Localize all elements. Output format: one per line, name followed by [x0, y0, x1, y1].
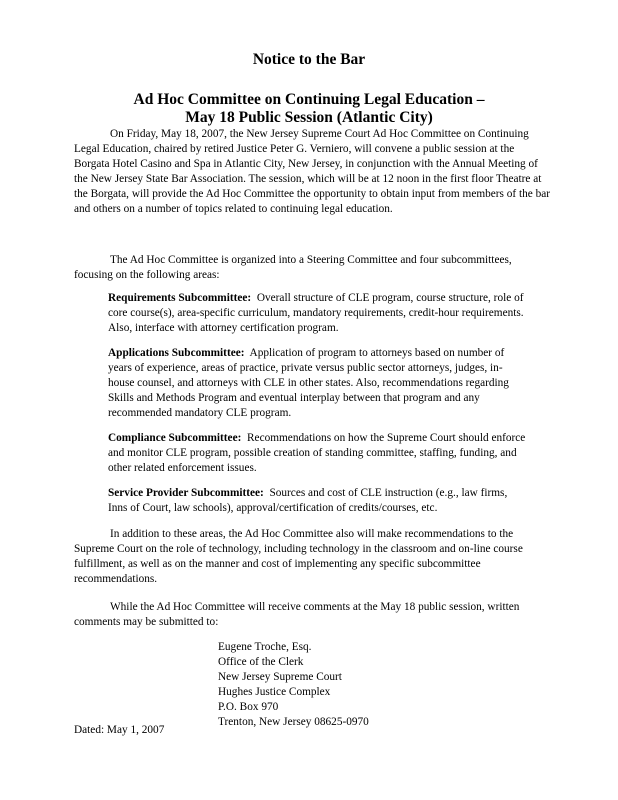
intro-paragraph: On Friday, May 18, 2007, the New Jersey Supreme Court Ad Hoc Committee on Continuing Legal Education, chaired by retired Justice Peter G. Verniero, will convene a public session at the Borgata Hotel Casino and Spa in Atlantic City, New Jersey, in conjunction with the Annual Meeting of the New Jersey State Bar Association. The session, which will be at 12 noon in the first floor Theatre at the Borgata, will provide the Ad Hoc Committee the opportunity to obtain input from members of the bar and others on a number of topics related to continuing legal education.: [74, 128, 551, 215]
service-provider-subcommittee-text: Sources and cost of CLE instruction (e.g., law firms, Inns of Court, law schools), approval/certification of credits/courses, etc.: [108, 487, 508, 514]
address-line-office: Office of the Clerk: [218, 656, 304, 669]
requirements-subcommittee-name: Requirements Subcommittee:: [108, 292, 252, 304]
requirements-subcommittee-text: Overall structure of CLE program, course structure, role of core course(s), area-specific curriculum, mandatory requirements, credit-hour requirements. Also, interface with attorney certification program.: [108, 292, 524, 334]
applications-subcommittee: [108, 346, 528, 421]
service-provider-subcommittee: [108, 486, 528, 516]
service-provider-subcommittee-name: Service Provider Subcommittee:: [108, 487, 264, 499]
comments-paragraph: While the Ad Hoc Committee will receive comments at the May 18 public session, written comments may be submitted to:: [74, 601, 520, 628]
address-line-court: New Jersey Supreme Court: [218, 671, 342, 684]
compliance-subcommittee: [108, 431, 528, 476]
address-line-city: Trenton, New Jersey 08625-0970: [218, 716, 369, 729]
committee-title-line-2: May 18 Public Session (Atlantic City): [185, 109, 433, 126]
requirements-subcommittee: [108, 291, 528, 336]
dated-line: Dated: May 1, 2007: [74, 724, 165, 736]
committee-title: [0, 91, 618, 127]
address-line-name: Eugene Troche, Esq.: [218, 641, 312, 653]
applications-subcommittee-name: Applications Subcommittee:: [108, 347, 245, 359]
address-line-complex: Hughes Justice Complex: [218, 686, 331, 699]
compliance-subcommittee-name: Compliance Subcommittee:: [108, 432, 242, 444]
notice-title: Notice to the Bar: [252, 51, 366, 68]
mailing-address: [218, 640, 369, 731]
additional-paragraph: In addition to these areas, the Ad Hoc Committee also will make recommendations to the Supreme Court on the role of technology, including technology in the classroom and on-line course fulfillment, as well as on the manner and cost of implementing any specific subcommittee recommendations.: [74, 528, 523, 585]
address-line-po-box: P.O. Box 970: [218, 701, 279, 714]
committee-title-line-1: Ad Hoc Committee on Continuing Legal Education –: [133, 91, 485, 108]
applications-subcommittee-text: Application of program to attorneys based on number of years of experience, areas of practice, private versus public sector attorneys, judges, in-house counsel, and attorneys with CLE in other states. Also, recommendations regarding Skills and Methods Program and eventual interplay between that program and any recommended mandatory CLE program.: [108, 347, 509, 419]
compliance-subcommittee-text: Recommendations on how the Supreme Court should enforce and monitor CLE program, possible creation of standing committee, staffing, funding, and other related enforcement issues.: [108, 432, 526, 474]
organization-paragraph: The Ad Hoc Committee is organized into a Steering Committee and four subcommittees, focusing on the following areas:: [74, 254, 512, 281]
